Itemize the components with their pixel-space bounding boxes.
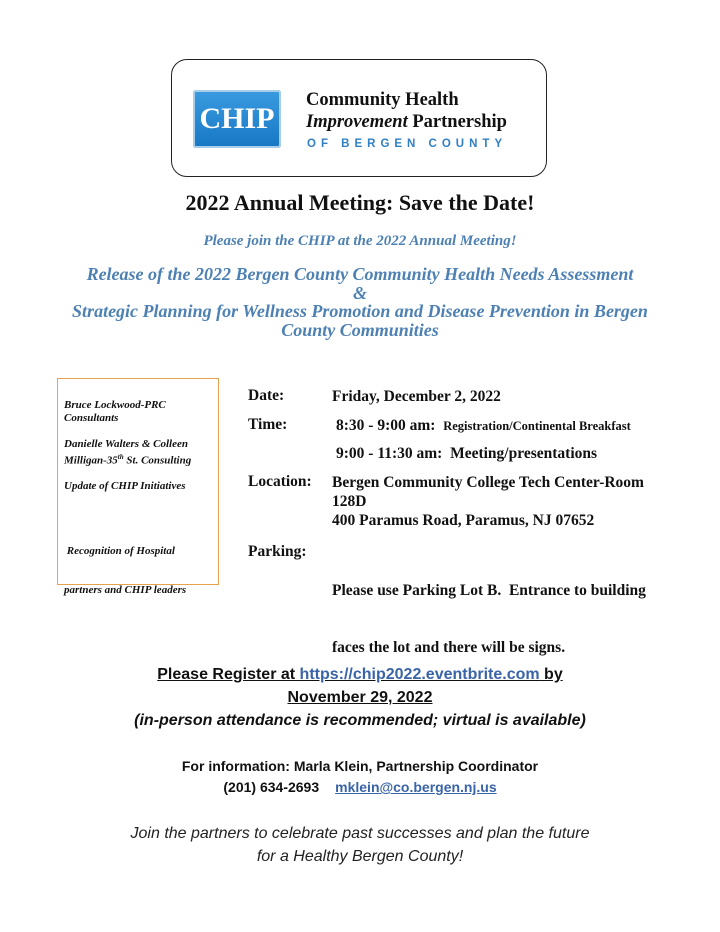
- register-line: [0, 666, 720, 684]
- invite-text: Please join the CHIP at the 2022 Annual Meeting!: [203, 233, 517, 249]
- agenda-text: Milligan-35: [64, 454, 118, 467]
- agenda-item-speaker-2: [64, 438, 191, 468]
- date-value: Friday, December 2, 2022: [332, 388, 501, 405]
- time-slot-2: 9:00 - 11:30 am: Meeting/presentations: [336, 445, 598, 462]
- agenda-item-speaker-1: [64, 399, 166, 425]
- release-line-2: Strategic Planning for Wellness Promotion and Disease Prevention in Bergen: [72, 301, 648, 321]
- chip-logo-text: CHIP: [199, 102, 275, 135]
- location-value: [332, 473, 644, 530]
- contact-phone: (201) 634-2693: [223, 779, 320, 795]
- release-line-1: Release of the 2022 Bergen County Community Health Needs Assessment: [86, 264, 634, 284]
- agenda-item-line: [64, 451, 191, 468]
- parking-line-1: Please use Parking Lot B. Entrance to building: [332, 582, 646, 599]
- logo-title-italic: Improvement: [306, 112, 408, 132]
- closing-line-1: Join the partners to celebrate past successes and plan the future: [130, 825, 590, 842]
- agenda-box: [57, 378, 219, 596]
- location-line-1: Bergen Community College Tech Center-Room: [332, 474, 644, 491]
- release-line-3: County Communities: [281, 320, 439, 340]
- agenda-text: St. Consulting: [123, 454, 192, 467]
- register-deadline: November 29, 2022: [287, 689, 433, 706]
- closing-line-2: for a Healthy Bergen County!: [256, 848, 464, 865]
- location-line-3: 400 Paramus Road, Paramus, NJ 07652: [332, 512, 595, 529]
- contact-info: For information: Marla Klein, Partnership Coordinator: [181, 758, 539, 774]
- agenda-item-line: partners and CHIP leaders: [64, 584, 187, 596]
- agenda-item-line: Bruce Lockwood-PRC: [64, 399, 166, 411]
- time-slot-1-desc: Registration/Continental Breakfast: [443, 419, 631, 433]
- release-ampersand: &: [352, 283, 367, 303]
- date-label: Date:: [248, 387, 285, 404]
- register-text: Please Register at: [157, 666, 300, 683]
- logo-subtitle: OF BERGEN COUNTY: [307, 138, 508, 150]
- time-slot-1-range: 8:30 - 9:00 am:: [336, 417, 436, 434]
- contact-details: [0, 779, 720, 795]
- logo-title-rest: Partnership: [407, 112, 507, 132]
- agenda-item-line: Consultants: [64, 412, 119, 424]
- parking-value: [332, 543, 646, 676]
- agenda-item-recognition: [64, 519, 186, 623]
- logo-title-line1: Community Health: [306, 90, 459, 110]
- location-label: Location:: [248, 473, 312, 490]
- agenda-item-line: Danielle Walters & Colleen: [64, 438, 188, 450]
- register-link[interactable]: https://chip2022.eventbrite.com: [299, 666, 540, 683]
- logo-box: [171, 59, 547, 177]
- time-label: Time:: [248, 416, 288, 433]
- register-text-by: by: [539, 666, 563, 683]
- chip-logo-badge: [193, 90, 281, 148]
- logo-title-line2: [306, 112, 507, 133]
- location-line-2: 128D: [332, 493, 367, 510]
- agenda-item-update: Update of CHIP Initiatives: [64, 480, 186, 492]
- agenda-superscript: th: [117, 453, 124, 461]
- parking-line-2: faces the lot and there will be signs.: [332, 639, 566, 656]
- attendance-note: (in-person attendance is recommended; virtual is available): [134, 712, 586, 729]
- time-slot-1: [336, 416, 631, 436]
- headline: 2022 Annual Meeting: Save the Date!: [185, 190, 535, 215]
- agenda-item-line: Recognition of Hospital: [64, 545, 175, 557]
- contact-email-link[interactable]: mklein@co.bergen.nj.us: [335, 779, 497, 795]
- parking-label: Parking:: [248, 543, 307, 560]
